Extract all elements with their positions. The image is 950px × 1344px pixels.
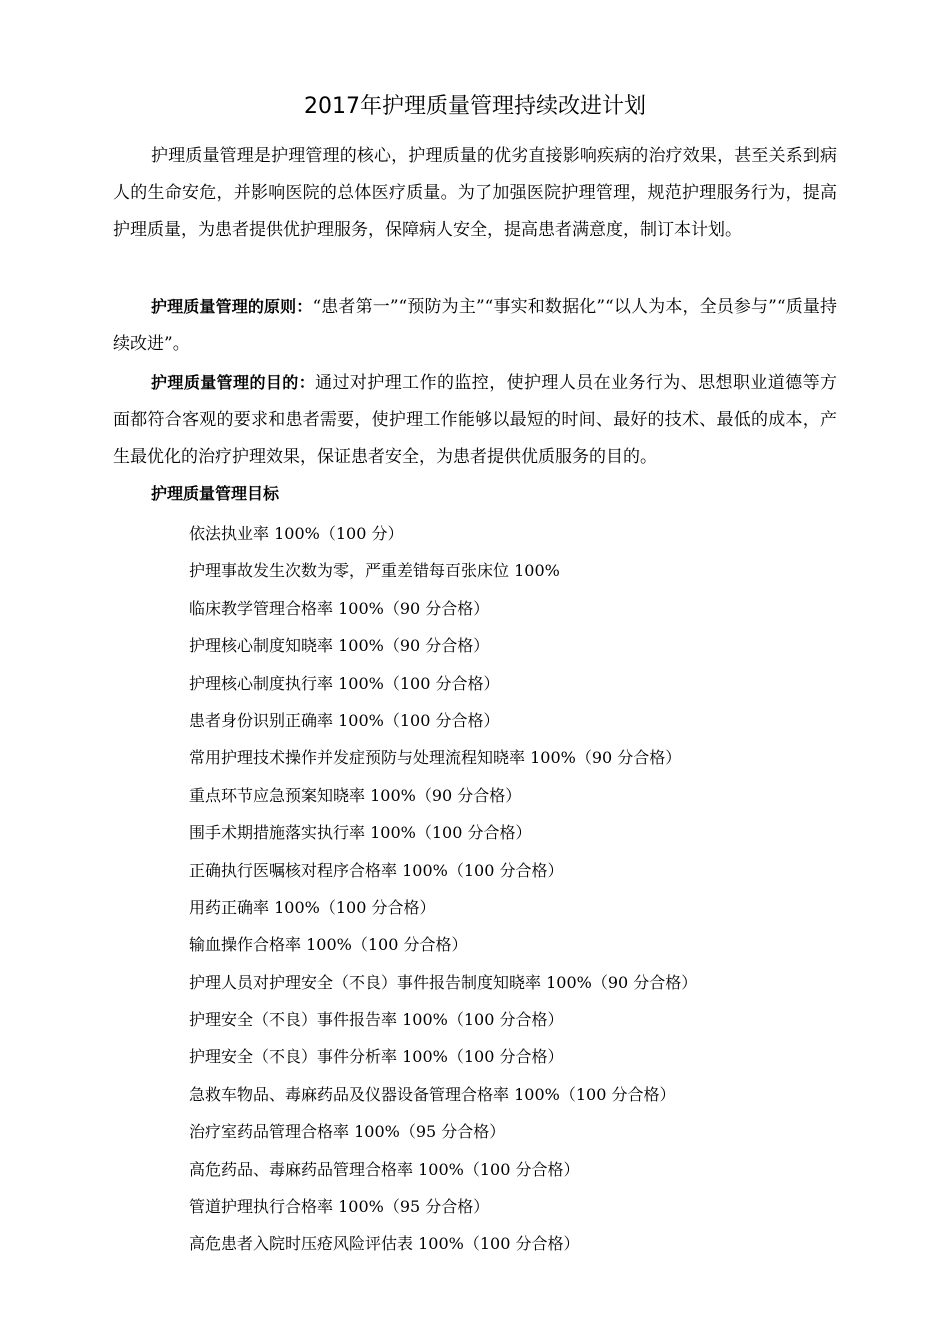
goal-item: 急救车物品、毒麻药品及仪器设备管理合格率 100%（100 分合格）	[189, 1084, 676, 1104]
goal-item: 高危患者入院时压疮风险评估表 100%（100 分合格）	[189, 1234, 580, 1254]
principle-text: “患者第一”“预防为主”“事实和数据化”“以人为本，全员参与”“质量持续改进”。	[113, 297, 837, 354]
goal-item: 正确执行医嘱核对程序合格率 100%（100 分合格）	[189, 860, 564, 880]
goal-item: 护理核心制度知晓率 100%（90 分合格）	[189, 636, 490, 656]
goal-item: 患者身份识别正确率 100%（100 分合格）	[189, 710, 500, 730]
goal-item: 护理安全（不良）事件分析率 100%（100 分合格）	[189, 1047, 564, 1067]
goal-item: 护理人员对护理安全（不良）事件报告制度知晓率 100%（90 分合格）	[189, 972, 698, 992]
goal-item: 治疗室药品管理合格率 100%（95 分合格）	[189, 1122, 506, 1142]
goal-list	[189, 515, 697, 1263]
document-title: 2017年护理质量管理持续改进计划	[304, 94, 646, 119]
goal-item: 高危药品、毒麻药品管理合格率 100%（100 分合格）	[189, 1159, 580, 1179]
goal-item: 管道护理执行合格率 100%（95 分合格）	[189, 1197, 490, 1217]
goals-heading: 护理质量管理目标	[151, 484, 280, 503]
goal-item: 护理事故发生次数为零，严重差错每百张床位 100%	[189, 561, 560, 581]
goal-item: 用药正确率 100%（100 分合格）	[189, 897, 436, 917]
principle-label: 护理质量管理的原则：	[151, 297, 313, 316]
goal-item: 重点环节应急预案知晓率 100%（90 分合格）	[189, 785, 522, 805]
intro-paragraph: 护理质量管理是护理管理的核心，护理质量的优劣直接影响疾病的治疗效果，甚至关系到病人的生命安危，并影响医院的总体医疗质量。为了加强医院护理管理，规范护理服务行为，提高护理质量，为患者提供优护理服务，保障病人安全，提高患者满意度，制订本计划。	[113, 146, 837, 240]
goal-item: 输血操作合格率 100%（100 分合格）	[189, 935, 468, 955]
goal-item: 护理核心制度执行率 100%（100 分合格）	[189, 673, 500, 693]
purpose-paragraph	[113, 364, 837, 476]
goal-item: 护理安全（不良）事件报告率 100%（100 分合格）	[189, 1010, 564, 1030]
purpose-label: 护理质量管理的目的：	[151, 373, 316, 392]
principle-paragraph	[113, 288, 837, 363]
goal-item: 依法执业率 100%（100 分）	[189, 524, 404, 543]
goal-item: 围手术期措施落实执行率 100%（100 分合格）	[189, 823, 532, 843]
goal-item: 临床教学管理合格率 100%（90 分合格）	[189, 598, 490, 618]
purpose-text: 通过对护理工作的监控，使护理人员在业务行为、思想职业道德等方面都符合客观的要求和患者需要，使护理工作能够以最短的时间、最好的技术、最低的成本，产生最优化的治疗护理效果，保证患者安全，为患者提供优质服务的目的。	[113, 373, 837, 467]
goal-item: 常用护理技术操作并发症预防与处理流程知晓率 100%（90 分合格）	[189, 748, 682, 768]
